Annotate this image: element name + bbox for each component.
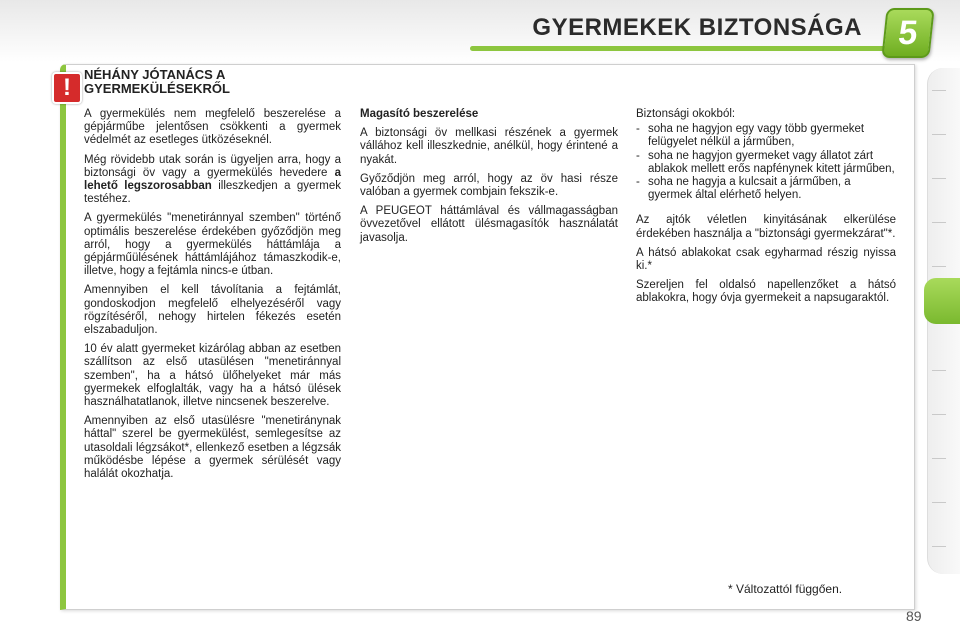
tab-divider — [932, 134, 946, 135]
paragraph: 10 év alatt gyermeket kizárólag abban az esetben szállítson az első utasülésen "menetiránnyal szemben", ha a hátsó ülőhelyeket már más gyermekek elfoglalták, vagy ha a hátsó ülések használhatatlanok, illetve nincsenek beszerelve. — [84, 343, 341, 409]
emphasis-text: a lehető legszorosabban — [84, 166, 341, 193]
text-column-1 — [84, 108, 341, 487]
paragraph-text: Még rövidebb utak során is ügyeljen arra, hogy a biztonsági öv vagy a gyermekülés hevedere — [84, 153, 341, 179]
tab-divider — [932, 502, 946, 503]
active-chapter-tab[interactable] — [924, 278, 960, 324]
paragraph: Amennyiben el kell távolítania a fejtámlát, gondoskodjon megfelelő elhelyezéséről vagy rögzítéséről, nehogy hirtelen fékezés esetén elszabaduljon. — [84, 284, 341, 337]
page-title: GYERMEKEK BIZTONSÁGA — [532, 14, 862, 41]
text-column-3 — [636, 108, 896, 312]
footnote: * Változattól függően. — [728, 582, 843, 596]
tab-divider — [932, 90, 946, 91]
paragraph — [84, 154, 341, 207]
text-column-2 — [360, 108, 618, 251]
page-number: 89 — [906, 608, 922, 624]
tab-divider — [932, 458, 946, 459]
paragraph: A hátsó ablakokat csak egyharmad részig nyissa ki.* — [636, 246, 896, 273]
paragraph: Szereljen fel oldalsó napellenzőket a hátsó ablakokra, hogy óvja gyermekeit a napsugaraktól. — [636, 279, 896, 305]
paragraph: Az ajtók véletlen kinyitásának elkerülése érdekében használja a "biztonsági gyermekzárat"*. — [636, 214, 896, 240]
list-item: - soha ne hagyjon gyermeket vagy állatot zárt ablakok mellett erős napfénynek kitett járműben, — [636, 150, 896, 176]
chapter-number-badge: 5 — [881, 8, 934, 58]
paragraph: A gyermekülés nem megfelelő beszerelése a gépjárműbe jelentősen csökkenti a gyermek védelmét az esetleges ütközéseknél. — [84, 108, 341, 147]
list-item: - soha ne hagyja a kulcsait a járműben, a gyermek által elérhető helyen. — [636, 176, 896, 202]
paragraph: Amennyiben az első utasülésre "menetiránynak háttal" szerel be gyermekülést, semlegesítse az utasoldali légzsákot*, ellenkező esetben a légzsák működésbe lépése a gyermek sérülését vagy halálát okozhatja. — [84, 415, 341, 481]
header-accent-line — [470, 46, 890, 51]
paragraph: Biztonsági okokból: — [636, 108, 736, 120]
tab-divider — [932, 370, 946, 371]
paragraph: Győződjön meg arról, hogy az öv hasi része valóban a gyermek combjain fekszik-e. — [360, 172, 618, 199]
list-item: - soha ne hagyjon egy vagy több gyermeket felügyelet nélkül a járműben, — [636, 123, 896, 149]
safety-list — [636, 123, 896, 202]
tab-divider — [932, 178, 946, 179]
tab-divider — [932, 222, 946, 223]
warning-icon: ! — [52, 72, 82, 104]
tab-divider — [932, 414, 946, 415]
tab-divider — [932, 266, 946, 267]
paragraph: A gyermekülés "menetiránnyal szemben" történő optimális beszerelése érdekében győződjön meg arról, hogy a gyermekülés háttámlája a gépjárműülésének háttámlájához támaszkodik-e, illetve, hogy a fejtámla nincs-e útban. — [84, 212, 341, 278]
paragraph-text: illeszkedjen a gyermek testéhez. — [84, 180, 341, 206]
paragraph: A PEUGEOT háttámlával és vállmagasságban övvezetővel ellátott ülésmagasítók használatát javasolja. — [360, 205, 618, 244]
tab-divider — [932, 546, 946, 547]
section-title: NÉHÁNY JÓTANÁCS A GYERMEKÜLÉSEKRŐL — [84, 67, 230, 96]
paragraph: A biztonsági öv mellkasi részének a gyermek vállához kell illeszkednie, anélkül, hogy érintené a nyakát. — [360, 127, 618, 166]
subsection-heading: Magasító beszerelése — [360, 108, 479, 120]
